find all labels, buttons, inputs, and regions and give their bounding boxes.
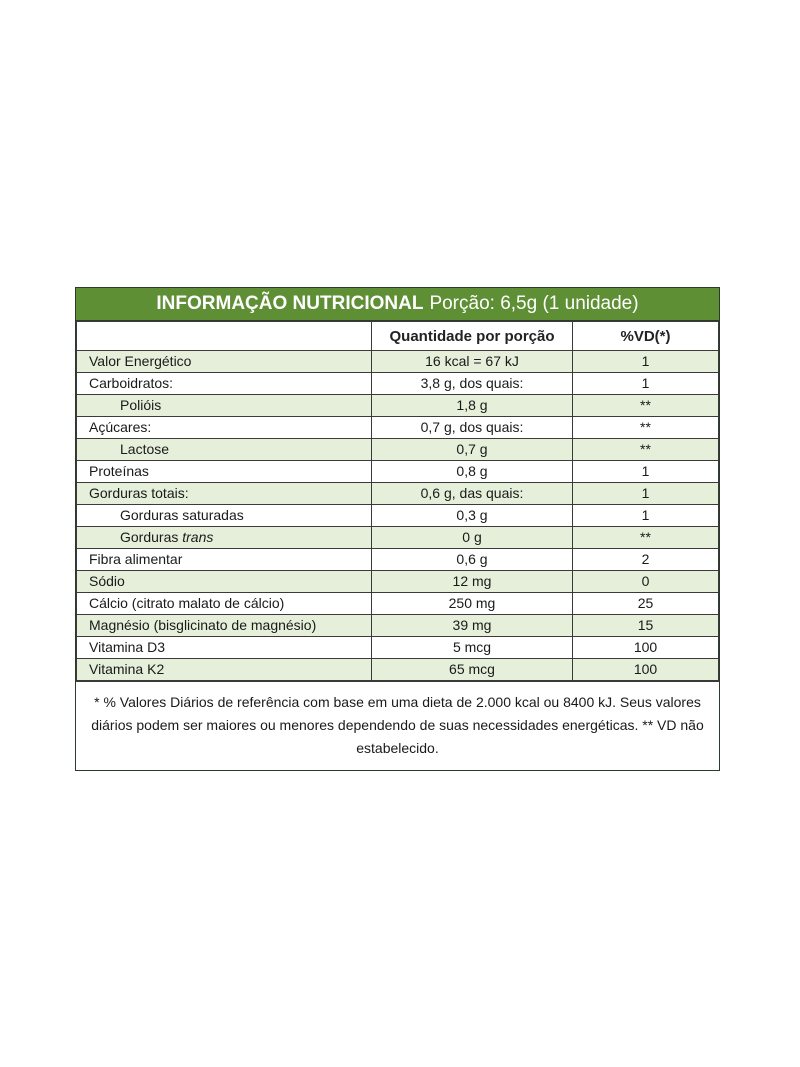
nutrient-name-prefix: Gorduras bbox=[120, 529, 183, 545]
nutrient-name: Magnésio (bisglicinato de magnésio) bbox=[77, 615, 372, 637]
nutrient-name: Fibra alimentar bbox=[77, 549, 372, 571]
nutrient-name: Polióis bbox=[77, 395, 372, 417]
table-row bbox=[77, 373, 719, 395]
table-row bbox=[77, 593, 719, 615]
nutrient-vd: ** bbox=[573, 527, 719, 549]
table-row bbox=[77, 417, 719, 439]
header-vd: %VD(*) bbox=[573, 322, 719, 351]
nutrient-quantity: 5 mcg bbox=[372, 637, 573, 659]
nutrient-quantity: 65 mcg bbox=[372, 659, 573, 681]
nutrient-quantity: 0,6 g bbox=[372, 549, 573, 571]
table-row bbox=[77, 659, 719, 681]
title-heading: INFORMAÇÃO NUTRICIONAL bbox=[156, 293, 424, 314]
nutrient-name: Valor Energético bbox=[77, 351, 372, 373]
table-row bbox=[77, 571, 719, 593]
nutrient-vd: 1 bbox=[573, 483, 719, 505]
nutrient-vd: 1 bbox=[573, 373, 719, 395]
nutrition-table bbox=[76, 321, 719, 681]
nutrient-vd: 1 bbox=[573, 351, 719, 373]
table-title bbox=[76, 288, 719, 321]
nutrient-name: Proteínas bbox=[77, 461, 372, 483]
nutrient-vd: ** bbox=[573, 395, 719, 417]
nutrient-name: Vitamina K2 bbox=[77, 659, 372, 681]
nutrient-vd: 25 bbox=[573, 593, 719, 615]
nutrient-quantity: 0,7 g, dos quais: bbox=[372, 417, 573, 439]
header-quantity: Quantidade por porção bbox=[372, 322, 573, 351]
nutrient-quantity: 16 kcal = 67 kJ bbox=[372, 351, 573, 373]
table-row bbox=[77, 615, 719, 637]
nutrient-name: Lactose bbox=[77, 439, 372, 461]
table-row bbox=[77, 351, 719, 373]
table-row bbox=[77, 549, 719, 571]
nutrient-name bbox=[77, 527, 372, 549]
nutrient-quantity: 0 g bbox=[372, 527, 573, 549]
nutrient-vd: 2 bbox=[573, 549, 719, 571]
footnote: * % Valores Diários de referência com base em uma dieta de 2.000 kcal ou 8400 kJ. Seus valores diários podem ser maiores ou menores dependendo de suas necessidades energéticas. ** VD não estabelecido. bbox=[76, 681, 719, 770]
nutrient-vd: 0 bbox=[573, 571, 719, 593]
header-nutrient bbox=[77, 322, 372, 351]
nutrient-quantity: 1,8 g bbox=[372, 395, 573, 417]
nutrient-name: Carboidratos: bbox=[77, 373, 372, 395]
nutrient-name: Sódio bbox=[77, 571, 372, 593]
nutrition-facts-table bbox=[75, 287, 720, 771]
nutrient-vd: 1 bbox=[573, 505, 719, 527]
table-header-row bbox=[77, 322, 719, 351]
nutrient-vd: ** bbox=[573, 417, 719, 439]
nutrient-vd: 15 bbox=[573, 615, 719, 637]
table-row bbox=[77, 483, 719, 505]
nutrient-vd: 100 bbox=[573, 637, 719, 659]
nutrient-vd: 100 bbox=[573, 659, 719, 681]
table-row bbox=[77, 439, 719, 461]
nutrient-name: Gorduras totais: bbox=[77, 483, 372, 505]
nutrient-quantity: 39 mg bbox=[372, 615, 573, 637]
nutrient-vd: 1 bbox=[573, 461, 719, 483]
nutrient-quantity: 0,6 g, das quais: bbox=[372, 483, 573, 505]
nutrient-quantity: 250 mg bbox=[372, 593, 573, 615]
table-row bbox=[77, 527, 719, 549]
title-portion: Porção: 6,5g (1 unidade) bbox=[429, 293, 639, 314]
nutrient-quantity: 0,8 g bbox=[372, 461, 573, 483]
nutrient-quantity: 0,7 g bbox=[372, 439, 573, 461]
table-row bbox=[77, 505, 719, 527]
nutrient-quantity: 3,8 g, dos quais: bbox=[372, 373, 573, 395]
nutrient-name: Gorduras saturadas bbox=[77, 505, 372, 527]
nutrient-vd: ** bbox=[573, 439, 719, 461]
nutrient-quantity: 0,3 g bbox=[372, 505, 573, 527]
nutrient-name: Cálcio (citrato malato de cálcio) bbox=[77, 593, 372, 615]
nutrient-name: Vitamina D3 bbox=[77, 637, 372, 659]
table-row bbox=[77, 395, 719, 417]
table-row bbox=[77, 461, 719, 483]
nutrient-name-italic: trans bbox=[182, 529, 214, 545]
table-row bbox=[77, 637, 719, 659]
nutrient-quantity: 12 mg bbox=[372, 571, 573, 593]
nutrient-name: Açúcares: bbox=[77, 417, 372, 439]
